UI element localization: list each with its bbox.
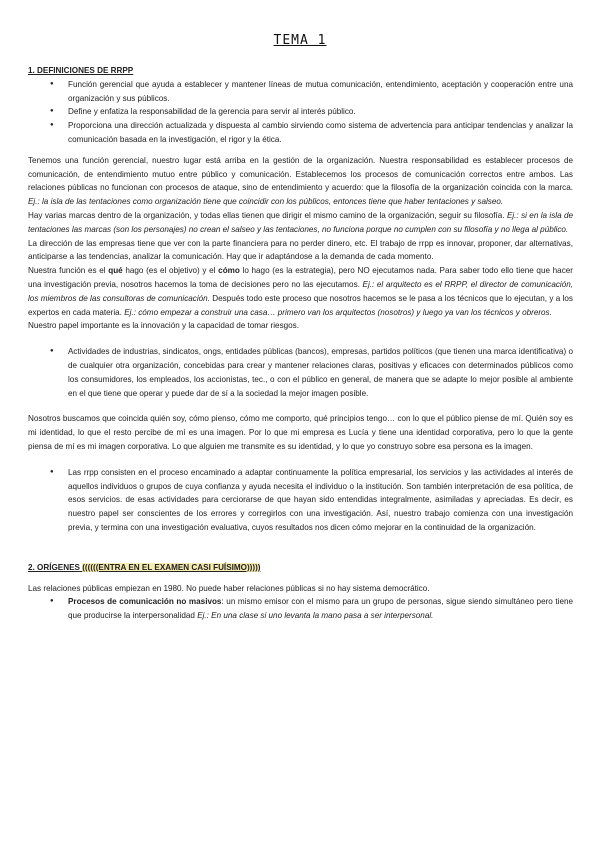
paragraph: Nosotros buscamos que coincida quién soy, cómo pienso, cómo me comporto, qué principios tengo… con lo que el público piense de mí. Quién soy es mi identidad, lo que el resto percibe de mí es una imagen. Por lo que mi empresa es Lucía y tiene una identidad corporativa, pero lo que la gente piensa de mí es mi imagen corporativa. Lo que alguien me transmite es su identidad, y lo que yo construyo sobre esa persona es la imagen. [28, 414, 573, 451]
list-item: ● Las rrpp consisten en el proceso encaminado a adaptar continuamente la política empresarial, los servicios y las actividades al interés de aquellos individuos o grupos de cuya confianza y ayuda necesita el individuo o la institución. Son también interpretación de esa política, de esos servicios. de esas actividades para cerciorarse de que hayan sido entendidas integralmente, asimiladas y apreciadas. Es decir, es nuestro papel ser conscientes de los errores y corregirlos con una investigación. Así, nuestro trabajo comienza con una investigación previa, y termina con una investigación evaluativa, cuyos resultados nos dicen cómo mejorar en la continuidad de la organización. [68, 466, 573, 535]
list-item: ● Función gerencial que ayuda a establecer y mantener líneas de mutua comunicación, entendimiento, aceptación y cooperación entre una organización y sus públicos. [68, 78, 573, 106]
origins-list [28, 595, 573, 623]
section-1-heading: 1. DEFINICIONES DE RRPP [28, 66, 134, 75]
process-list [28, 466, 573, 535]
document-body [28, 64, 573, 623]
paragraph: Nuestro papel importante es la innovación y la capacidad de tomar riesgos. [28, 321, 299, 331]
paragraph: Las relaciones públicas empiezan en 1980. No puede haber relaciones públicas si no hay sistema democrático. [28, 583, 430, 593]
section-2-heading: 2. ORÍGENES ((((((ENTRA EN EL EXAMEN CASI FUÍSIMO))))) [28, 562, 261, 572]
activities-list [28, 345, 573, 400]
page-title: TEMA 1 [273, 33, 327, 48]
definitions-list [28, 78, 573, 147]
list-item: ● Define y enfatiza la responsabilidad de la gerencia para servir al interés público. [68, 105, 573, 119]
paragraph: La dirección de las empresas tiene que ver con la parte financiera para no perder dinero, etc. El trabajo de rrpp es innovar, proponer, dar alternativas, anticiparse a las tendencias, analizar la comunicación. Hay que ir adaptándose a la demanda de cada momento. [28, 238, 573, 262]
list-item: ● Proporciona una dirección actualizada y dispuesta al cambio sirviendo como sistema de advertencia para anticipar tendencias y analizar la comunicación basada en la investigación, el rigor y la ética. [68, 119, 573, 147]
exam-note-highlight: ((((((ENTRA EN EL EXAMEN CASI FUÍSIMO))))) [82, 562, 261, 572]
list-item: ● Actividades de industrias, sindicatos, ongs, entidades públicas (bancos), empresas, partidos políticos (que tienen una marca identificativa) o de cualquier otra organización, concebidas para crear y mantener relaciones claras, positivas y eficaces con determinados públicos como los consumidores, los empleados, los accionistas, tec., o con el público en general, de manera que se adapte lo mejor posible al ambiente en el que tiene que operar y puede dar de sí a la sociedad la mejor imagen posible. [68, 345, 573, 400]
paragraph: Tenemos una función gerencial, nuestro lugar está arriba en la gestión de la organización. Nuestra responsabilidad es establecer procesos de comunicación, de entendimiento mutuo entre público y comunicación. Establecemos los procesos de comunicación correctos entre ambos. Las relaciones públicas no funcionan con procesos de ataque, sino de entendimiento y acuerdo: que la filosofía de la organización coincida con la marca. Ej.: la isla de las tentaciones como organización tiene que coincidir con los públicos, entonces tiene que haber tentaciones y salseo. [28, 155, 573, 207]
list-item: ● Procesos de comunicación no masivos: un mismo emisor con el mismo para un grupo de personas, sigue siendo simultáneo pero tiene que producirse la interpersonalidad Ej.: En una clase si uno levanta la mano pasa a ser interpersonal. [68, 595, 573, 623]
paragraph: Nuestra función es el qué hago (es el objetivo) y el cómo lo hago (es la estrategia), pero NO ejecutamos nada. Para saber todo ello tiene que hacer una investigación previa, nosotros hacemos la toma de decisiones pero no las ejecutamos. Ej.: el arquitecto es el RRPP, el director de comunicación, los miembros de las consultoras de comunicación. Después todo este proceso que nosotros hacemos se le pasa a los técnicos que lo ejecutan, y a los expertos en cada materia. Ej.: cómo empezar a construir una casa… primero van los arquitectos (nosotros) y luego ya van los técnicos y obreros. [28, 266, 573, 317]
paragraph: Hay varias marcas dentro de la organización, y todas ellas tienen que dirigir el mismo camino de la organización, seguir su filosofía. Ej.: si en la isla de tentaciones las marcas (son los personajes) no crean el salseo y las tentaciones, no funciona porque no cumplen con su filosofía y no llega al público. [28, 210, 574, 234]
